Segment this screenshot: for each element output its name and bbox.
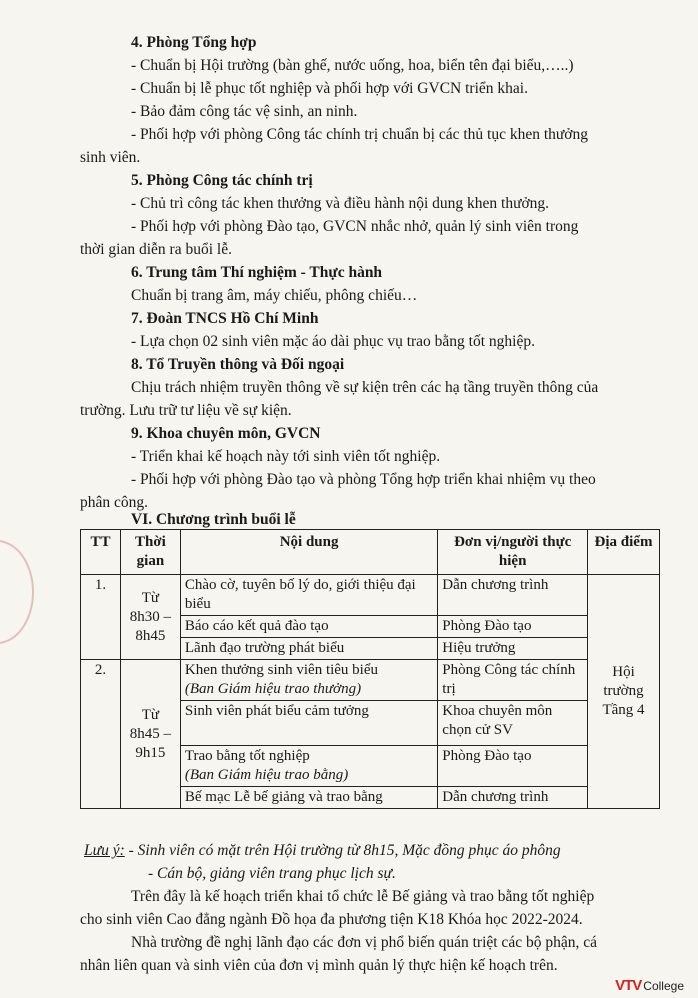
row-time: Từ 8h30 – 8h45 (120, 575, 180, 660)
row-content-note: (Ban Giám hiệu trao bằng) (184, 767, 349, 783)
row-content: Sinh viên phát biểu cảm tưởng (180, 701, 437, 746)
table-row (81, 660, 660, 701)
row-unit: Dẫn chương trình (438, 575, 588, 616)
row-unit: Phòng Công tác chính trị (438, 660, 588, 701)
table-header-row (81, 530, 660, 575)
section-5-line-3: thời gian diễn ra buổi lễ. (80, 241, 232, 258)
section-9-line-2: - Phối hợp với phòng Đào tạo và phòng Tổng hợp triển khai nhiệm vụ theo (131, 471, 596, 488)
note-label: Lưu ý: (84, 842, 125, 859)
header-unit: Đơn vị/người thực hiện (438, 530, 588, 575)
note-line-1 (84, 841, 561, 861)
vtv-college-logo (615, 977, 684, 994)
section-8-line-1: Chịu trách nhiệm truyền thông về sự kiện trên các hạ tầng truyền thông của (131, 379, 599, 396)
row-content: Lãnh đạo trường phát biểu (180, 638, 437, 660)
section-7-line-1: - Lựa chọn 02 sinh viên mặc áo dài phục vụ trao bằng tốt nghiệp. (131, 333, 535, 350)
section-6-title: 6. Trung tâm Thí nghiệm - Thực hành (131, 264, 383, 281)
header-time: Thời gian (120, 530, 180, 575)
section-4-line-5: sinh viên. (80, 149, 141, 166)
logo-text: College (643, 978, 684, 993)
section-8-title: 8. Tổ Truyền thông và Đối ngoại (131, 356, 345, 373)
row-time: Từ 8h45 – 9h15 (120, 660, 180, 809)
closing-line-4: nhân liên quan và sinh viên của đơn vị mình quản lý thực hiện kế hoạch trên. (80, 957, 558, 974)
section-5-line-2: - Phối hợp với phòng Đào tạo, GVCN nhắc nhở, quản lý sinh viên trong (131, 218, 579, 235)
row-unit: Phòng Đào tạo (438, 746, 588, 787)
section-9-line-1: - Triển khai kế hoạch này tới sinh viên tốt nghiệp. (131, 448, 441, 465)
section-9-line-3: phân công. (80, 494, 149, 511)
section-5-title: 5. Phòng Công tác chính trị (131, 172, 313, 189)
row-content: Báo cáo kết quả đào tạo (180, 616, 437, 638)
closing-line-2: cho sinh viên Cao đẳng ngành Đồ họa đa phương tiện K18 Khóa học 2022-2024. (80, 911, 583, 928)
row-unit: Phòng Đào tạo (438, 616, 588, 638)
program-schedule-table (80, 529, 660, 809)
row-unit: Dẫn chương trình (438, 787, 588, 809)
note-line-2: - Cán bộ, giảng viên trang phục lịch sự. (148, 865, 396, 882)
row-content-main: Khen thưởng sinh viên tiêu biểu (184, 662, 379, 678)
row-unit: Khoa chuyên môn chọn cử SV (438, 701, 588, 746)
note-text-1: - Sinh viên có mặt trên Hội trường từ 8h15, Mặc đồng phục áo phông (128, 842, 561, 859)
stamp-remnant (0, 540, 34, 644)
closing-line-1: Trên đây là kế hoạch triển khai tổ chức lễ Bế giảng và trao bằng tốt nghiệp (131, 888, 595, 905)
row-content: Bế mạc Lễ bế giảng và trao bằng (180, 787, 437, 809)
header-tt: TT (81, 530, 121, 575)
section-8-line-2: trường. Lưu trữ tư liệu về sự kiện. (80, 402, 292, 419)
section-4-line-4: - Phối hợp với phòng Công tác chính trị chuẩn bị các thủ tục khen thưởng (131, 126, 589, 143)
section-4-line-3: - Bảo đảm công tác vệ sinh, an ninh. (131, 103, 358, 120)
row-content (180, 660, 437, 701)
section-5-line-1: - Chủ trì công tác khen thưởng và điều hành nội dung khen thưởng. (131, 195, 550, 212)
section-7-title: 7. Đoàn TNCS Hồ Chí Minh (131, 310, 319, 327)
row-content-note: (Ban Giám hiệu trao thưởng) (184, 681, 362, 697)
table-row (81, 575, 660, 616)
section-4-title: 4. Phòng Tổng hợp (131, 34, 257, 51)
section-9-title: 9. Khoa chuyên môn, GVCN (131, 425, 321, 442)
row-content-main: Trao bằng tốt nghiệp (184, 748, 310, 764)
header-content: Nội dung (180, 530, 437, 575)
closing-line-3: Nhà trường đề nghị lãnh đạo các đơn vị phổ biến quán triệt các bộ phận, cá (131, 934, 597, 951)
header-location: Địa điểm (588, 530, 660, 575)
section-6-line-1: Chuẩn bị trang âm, máy chiếu, phông chiếu… (131, 287, 418, 304)
section-4-line-2: - Chuẩn bị lễ phục tốt nghiệp và phối hợp với GVCN triển khai. (131, 80, 528, 97)
row-tt: 2. (81, 660, 121, 809)
row-tt: 1. (81, 575, 121, 660)
row-location: Hội trường Tầng 4 (588, 575, 660, 809)
row-content: Chào cờ, tuyên bố lý do, giới thiệu đại biểu (180, 575, 437, 616)
logo-mark: VTV (615, 977, 642, 994)
section-4-line-1: - Chuẩn bị Hội trường (bàn ghế, nước uống, hoa, biển tên đại biểu,…..) (131, 57, 574, 74)
section-vi-title: VI. Chương trình buổi lễ (131, 511, 296, 528)
row-unit: Hiệu trưởng (438, 638, 588, 660)
row-content (180, 746, 437, 787)
